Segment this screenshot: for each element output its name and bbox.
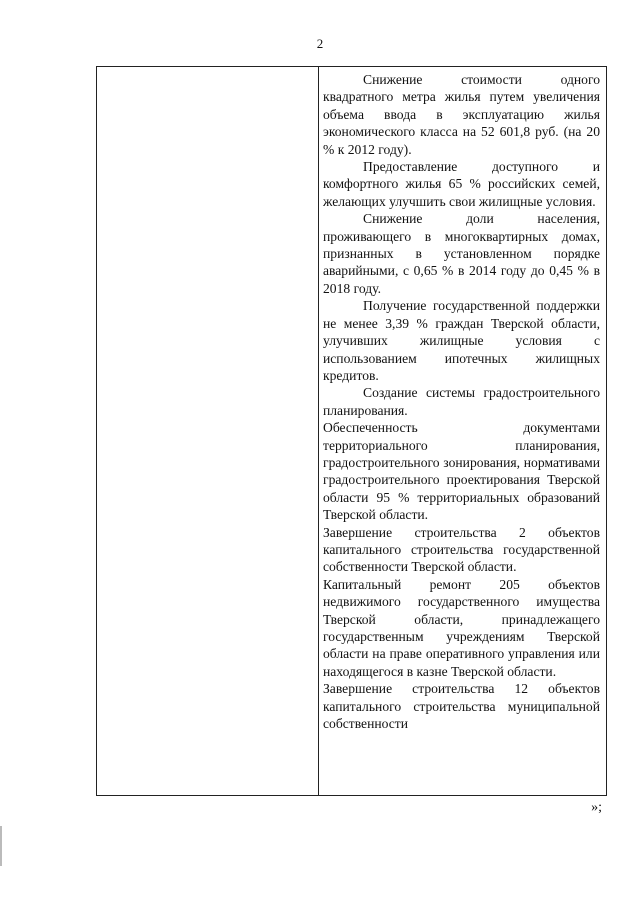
program-table (96, 66, 607, 796)
expected-results-cell (323, 71, 600, 732)
result-paragraph: Предоставление доступного и комфортного жилья 65 % российских семей, желающих улучшить свои жилищные условия. (323, 159, 600, 209)
closing-quote: »; (591, 800, 602, 815)
page-number: 2 (316, 36, 324, 51)
result-paragraph: Завершение строительства 2 объектов капитального строительства государственной собственности Тверской области. (323, 524, 600, 575)
column-divider (318, 67, 319, 795)
result-paragraph: Создание системы градостроительного планирования. (323, 385, 600, 418)
result-paragraph: Обеспеченность документами территориального планирования, градостроительного зонирования, нормативами градостроительного проектирования Тверской области 95 % территориальных образований Тверской области. (323, 420, 600, 523)
result-paragraph: Получение государственной поддержки не менее 3,39 % граждан Тверской области, улучивших жилищные условия с использованием ипотечных жилищных кредитов. (323, 298, 600, 383)
scan-edge-mark (0, 826, 12, 866)
result-paragraph: Завершение строительства 12 объектов капитального строительства муниципальной собственности (323, 681, 600, 732)
result-paragraph: Снижение доли населения, проживающего в многоквартирных домах, признанных в установленном порядке аварийными, с 0,65 % в 2014 году до 0,45 % в 2018 году. (323, 211, 600, 296)
result-paragraph: Капитальный ремонт 205 объектов недвижимого государственного имущества Тверской области, принадлежащего государственным учреждениям Тверской области на праве оперативного управления или находящегося в казне Тверской области. (323, 576, 600, 679)
result-paragraph: Снижение стоимости одного квадратного метра жилья путем увеличения объема ввода в эксплуатацию жилья экономического класса на 52 601,8 руб. (на 20 % к 2012 году). (323, 72, 600, 157)
